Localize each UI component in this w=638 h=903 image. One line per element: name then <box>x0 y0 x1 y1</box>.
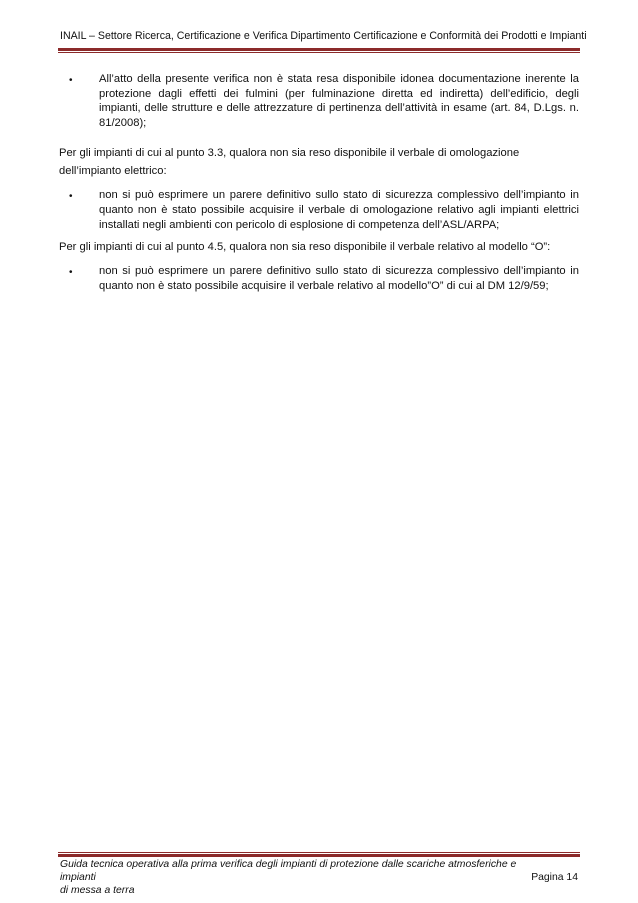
header-divider <box>58 48 580 53</box>
bullet-icon: • <box>69 191 73 203</box>
bullet-icon: • <box>69 267 73 279</box>
list-item-text: non si può esprimere un parere definitivo sullo stato di sicurezza complessivo dell’impianto in quanto non è stato possibile acquisire il verbale relativo al modello”O” di cui al DM 12/9/59; <box>99 265 579 292</box>
footer-line-1: Guida tecnica operativa alla prima verifica degli impianti di protezione dalle scariche atmosferiche e impianti <box>60 859 517 883</box>
list-item <box>59 264 579 293</box>
paragraph-impianti-3-3: Per gli impianti di cui al punto 3.3, qualora non sia reso disponibile il verbale di omologazione dell’impianto elettrico: <box>59 147 520 178</box>
footer-line-2: di messa a terra <box>60 885 135 896</box>
footer-document-title <box>60 858 530 897</box>
page-header <box>60 30 587 43</box>
bullet-list-3 <box>59 264 579 293</box>
list-item-text: non si può esprimere un parere definitivo sullo stato di sicurezza complessivo dell’impianto in quanto non è stato possibile acquisire il verbale di omologazione relativo agli impianti elettrici installati negli ambienti con pericolo di esplosione di competenza dell’ASL/ARPA; <box>99 189 579 231</box>
bullet-list-2 <box>59 188 579 232</box>
header-title: INAIL – Settore Ricerca, Certificazione e Verifica Dipartimento Certificazione e Conformità dei Prodotti e Impianti <box>60 30 587 42</box>
footer-divider <box>58 852 580 857</box>
list-item-text: All’atto della presente verifica non è stata resa disponibile idonea documentazione inerente la protezione dagli effetti dei fulmini (per fulminazione diretta ed indiretta) dell’edificio, degli impianti, delle strutture e delle attrezzature di pertinenza dell’attività in esame (art. 84, D.Lgs. n. 81/2008); <box>99 73 579 129</box>
list-item <box>59 188 579 232</box>
paragraph-impianti-4-5: Per gli impianti di cui al punto 4.5, qualora non sia reso disponibile il verbale relativo al modello “O”: <box>59 241 551 254</box>
page-number: Pagina 14 <box>531 872 578 883</box>
bullet-icon: • <box>69 75 73 86</box>
list-item <box>59 72 579 130</box>
bullet-list-1 <box>59 72 579 130</box>
document-body <box>59 72 579 293</box>
